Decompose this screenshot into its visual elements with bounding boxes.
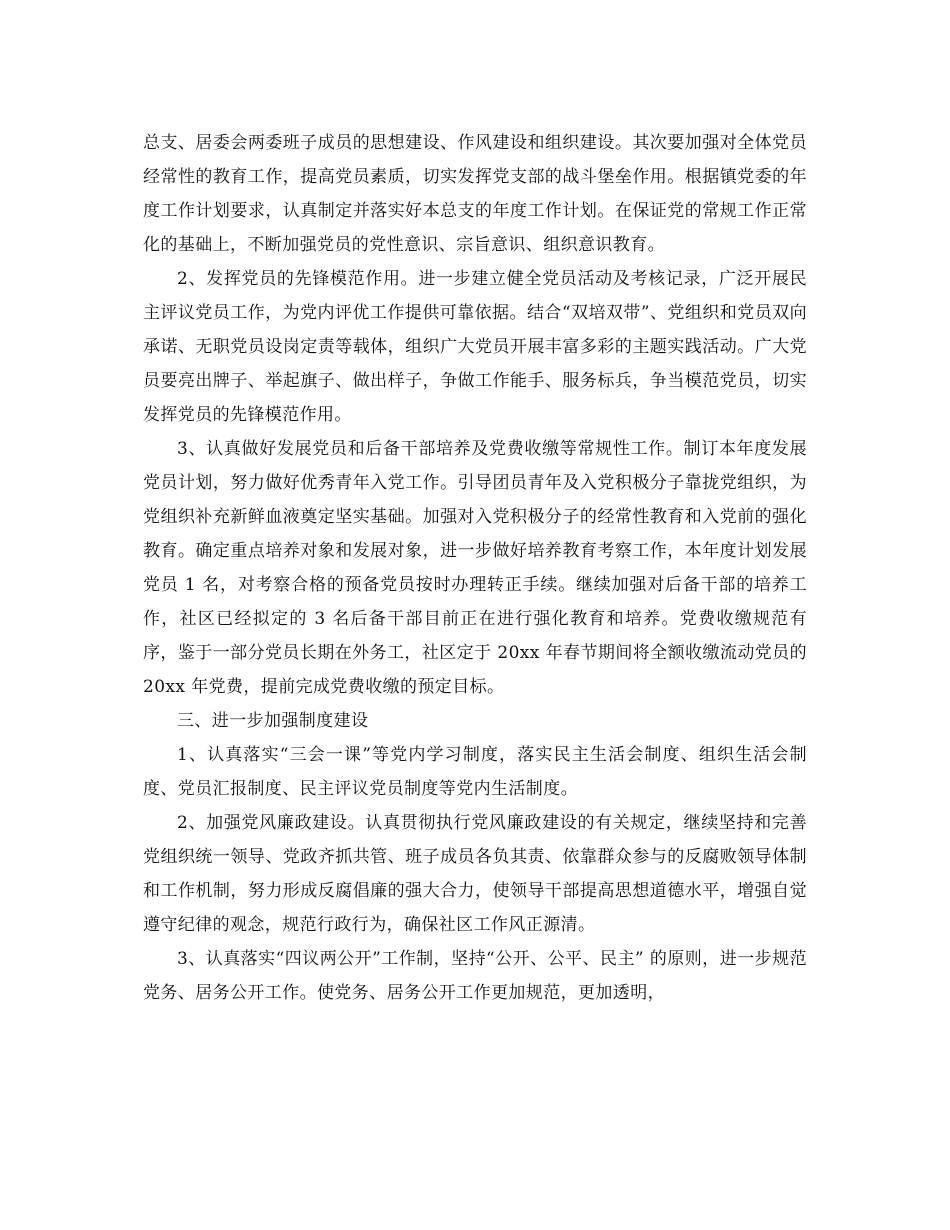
- paragraph-1: 总支、居委会两委班子成员的思想建设、作风建设和组织建设。其次要加强对全体党员经常性的教育工作，提高党员素质，切实发挥党支部的战斗堡垒作用。根据镇党委的年度工作计划要求，认真制定并落实好本总支的年度工作计划。在保证党的常规工作正常化的基础上，不断加强党员的党性意识、宗旨意识、组织意识教育。: [143, 133, 807, 255]
- paragraph-7: 3、认真落实“四议两公开”工作制，坚持“公开、公平、民主” 的原则，进一步规范党务、居务公开工作。使党务、居务公开工作更加规范，更加透明，: [143, 949, 807, 1003]
- paragraph-5: 1、认真落实“三会一课”等党内学习制度，落实民主生活会制度、组织生活会制度、党员汇报制度、民主评议党员制度等党内生活制度。: [143, 745, 807, 799]
- paragraph-3: 3、认真做好发展党员和后备干部培养及党费收缴等常规性工作。制订本年度发展党员计划，努力做好优秀青年入党工作。引导团员青年及入党积极分子靠拢党组织，为党组织补充新鲜血液奠定坚实基础。加强对入党积极分子的经常性教育和入党前的强化教育。确定重点培养对象和发展对象，进一步做好培养教育考察工作，本年度计划发展党员 1 名，对考察合格的预备党员按时办理转正手续。继续加强对后备干部的培养工作，社区已经拟定的 3 名后备干部目前正在进行强化教育和培养。党费收缴规范有序，鉴于一部分党员长期在外务工，社区定于 20xx 年春节期间将全额收缴流动党员的 20xx 年党费，提前完成党费收缴的预定目标。: [143, 439, 807, 697]
- section-heading-3: 三、进一步加强制度建设: [177, 711, 369, 731]
- document-body: [143, 126, 807, 1010]
- paragraph-6: 2、加强党风廉政建设。认真贯彻执行党风廉政建设的有关规定，继续坚持和完善党组织统一领导、党政齐抓共管、班子成员各负其责、依靠群众参与的反腐败领导体制和工作机制，努力形成反腐倡廉的强大合力，使领导干部提高思想道德水平，增强自觉遵守纪律的观念，规范行政行为，确保社区工作风正源清。: [143, 813, 807, 935]
- paragraph-2: 2、发挥党员的先锋模范作用。进一步建立健全党员活动及考核记录，广泛开展民主评议党员工作，为党内评优工作提供可靠依据。结合“双培双带”、党组织和党员双向承诺、无职党员设岗定责等载体，组织广大党员开展丰富多彩的主题实践活动。广大党员要亮出牌子、举起旗子、做出样子，争做工作能手、服务标兵，争当模范党员，切实发挥党员的先锋模范作用。: [143, 269, 807, 425]
